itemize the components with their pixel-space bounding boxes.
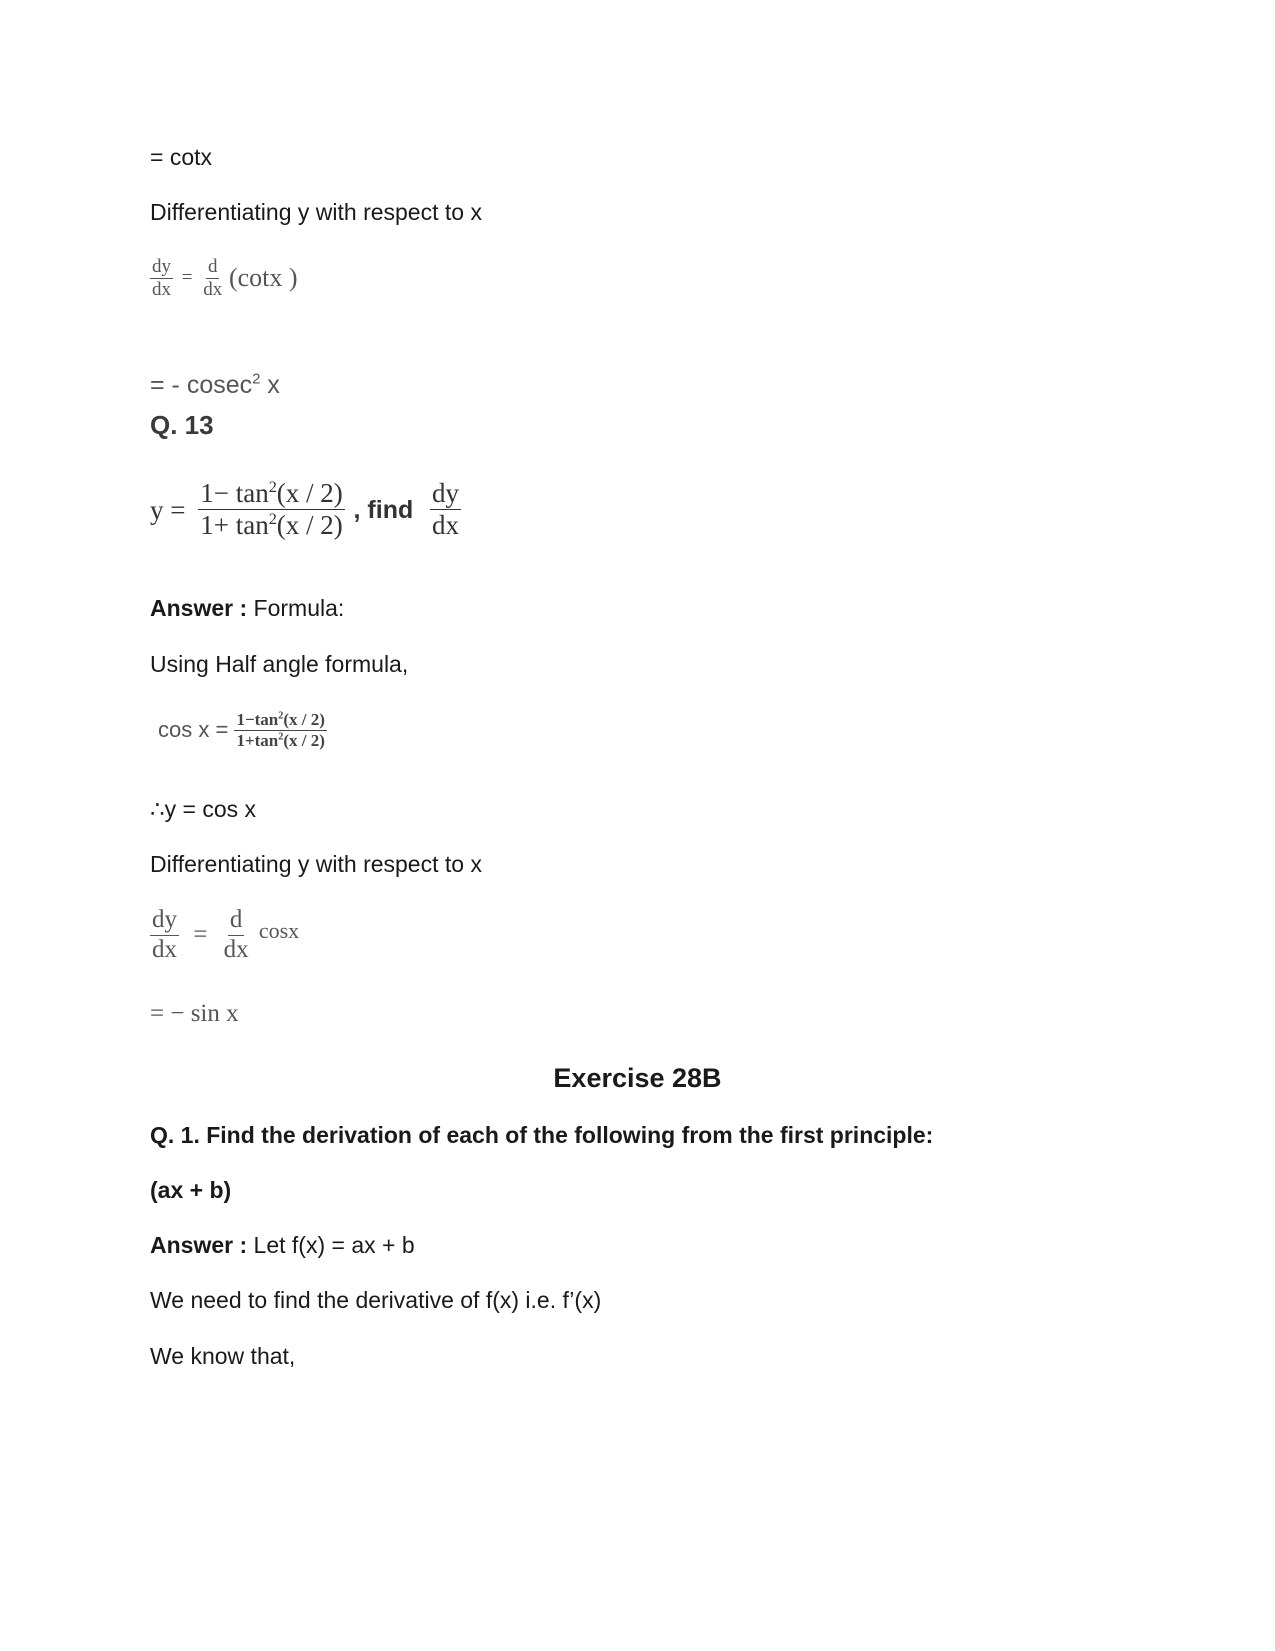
fraction-d-dx: $\frac{d}{dx}$ xyxy=(203,256,223,300)
line-cosec-result: = - cosec$^2$ x xyxy=(150,370,280,399)
exercise-heading: Exercise 28B xyxy=(553,1063,722,1093)
fraction-tan-ratio: $\frac{1- \tan^2(x / 2)}{1+ \tan^2(x / 2)}$ xyxy=(200,478,343,541)
fraction-dy-dx: $\frac{dy}{dx}$ xyxy=(152,256,171,300)
equation-derivative-cosx: $\frac{dy}{dx}$ = $\frac{d}{dx}$ cosx xyxy=(152,906,300,963)
question-1: Q. 1. Find the derivation of each of the following from the first principle: xyxy=(150,1122,934,1148)
line-therefore: ∴y = cos x xyxy=(150,796,257,822)
line-differentiating-2: Differentiating y with respect to x xyxy=(150,851,482,877)
fraction-half-angle: $\frac{1-\tan^2(x / 2)}{1+\tan^2(x / 2)}$ xyxy=(236,710,325,750)
equation-half-angle: cos x = $\frac{1-\tan^2(x / 2)}{1+\tan^2(x / 2)}$ xyxy=(158,710,325,750)
line-need-derivative: We need to find the derivative of f(x) i.e. f’(x) xyxy=(150,1287,602,1313)
line-neg-sin: = − sin x xyxy=(150,1000,239,1027)
equation-question-13: y = $\frac{1- \tan^2(x / 2)}{1+ \tan^2(x / 2)}$ , find $\frac{dy}{dx}$ xyxy=(150,478,459,541)
question-13-label: Q. 13 xyxy=(150,410,214,440)
question-1-part: (ax + b) xyxy=(150,1177,232,1203)
answer-let-f: Answer : Let f(x) = ax + b xyxy=(150,1232,415,1258)
fraction-d-dx-2: $\frac{d}{dx}$ xyxy=(223,906,249,963)
answer-formula: Answer : Formula: xyxy=(150,595,345,621)
line-differentiating: Differentiating y with respect to x xyxy=(150,199,482,225)
fraction-dy-dx-q13: $\frac{dy}{dx}$ xyxy=(432,478,459,541)
line-cotx: = cotx xyxy=(150,144,213,170)
fraction-dy-dx-2: $\frac{dy}{dx}$ xyxy=(152,906,177,963)
line-half-angle: Using Half angle formula, xyxy=(150,651,409,677)
equation-derivative-cotx: $\frac{dy}{dx}$ = $\frac{d}{dx}$ (cotx ) xyxy=(152,256,298,300)
line-we-know: We know that, xyxy=(150,1343,296,1369)
